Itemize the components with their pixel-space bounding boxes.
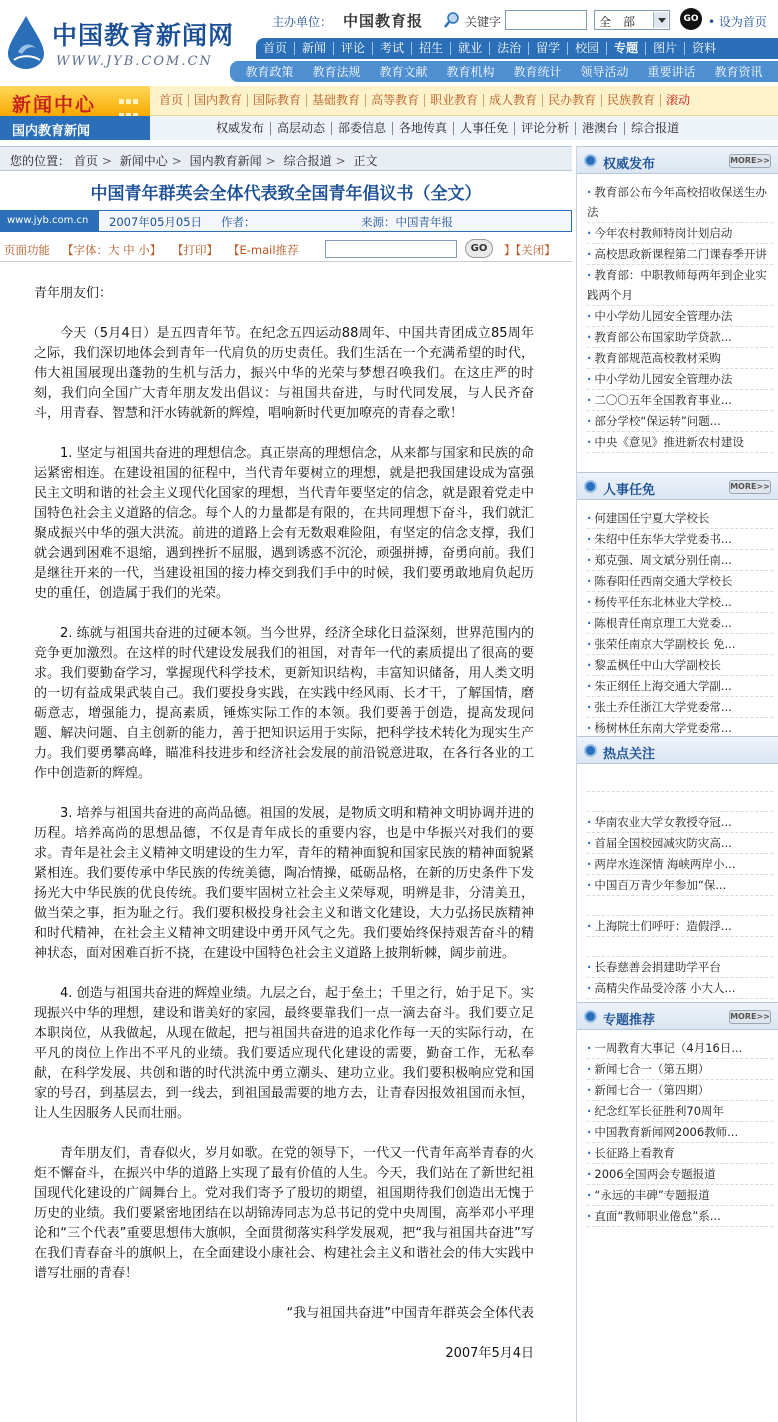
nav-item[interactable]: 留学 xyxy=(529,42,568,55)
email-go-button[interactable]: GO xyxy=(465,239,493,258)
meta-info xyxy=(99,211,571,231)
list-item[interactable]: · 中国教育新闻网2006教师... xyxy=(587,1122,773,1143)
sidebar-box-hot-topics xyxy=(577,736,778,1020)
close-link[interactable]: 】【关闭】 xyxy=(504,243,556,257)
keyword-input[interactable] xyxy=(505,10,587,30)
list-item[interactable]: · 杨传平任东北林业大学校... xyxy=(587,592,773,613)
list-item[interactable]: · 今年农村教师特岗计划启动 xyxy=(587,223,773,244)
nav-item[interactable]: 招生 xyxy=(412,42,451,55)
chevron-down-icon xyxy=(653,12,668,28)
list-item[interactable]: · 部分学校“保运转”问题... xyxy=(587,411,773,432)
primary-nav xyxy=(256,38,778,59)
list-item[interactable]: · 教育部规范高校教材采购 xyxy=(587,348,773,369)
subnav-item[interactable]: 教育资讯 xyxy=(714,65,763,79)
set-homepage-link[interactable]: • 设为首页 xyxy=(708,15,767,29)
bullet-icon xyxy=(584,1010,597,1023)
list-item[interactable]: · 上海院士们呼吁：造假浮... xyxy=(587,916,773,937)
article-author: 作者： xyxy=(221,215,256,229)
channel-subnav-item[interactable]: 评论分析 xyxy=(515,122,576,135)
channel-subnav-item[interactable]: 综合报道 xyxy=(631,120,680,135)
box-header xyxy=(577,146,778,174)
sidebar xyxy=(576,146,778,1422)
channel-nav-item[interactable]: 职业教育 xyxy=(425,94,484,107)
list-item[interactable]: · 张土乔任浙江大学党委常... xyxy=(587,697,773,718)
subnav-item[interactable]: 重要讲话 xyxy=(647,65,696,79)
channel-nav-item[interactable]: 成人教育 xyxy=(484,94,543,107)
host-name[interactable]: 中国教育报 xyxy=(343,12,424,30)
list-item[interactable]: · 纪念红军长征胜利70周年 xyxy=(587,1101,773,1122)
channel-nav-item[interactable]: 高等教育 xyxy=(366,94,425,107)
channel-bar xyxy=(0,86,778,140)
meta-site: www.jyb.com.cn xyxy=(1,211,99,231)
subnav-item[interactable]: 教育机构 xyxy=(446,65,495,79)
list-item[interactable]: · 二〇〇五年全国教育事业... xyxy=(587,390,773,411)
article-source: 来源：中国青年报 xyxy=(361,215,453,229)
main-column xyxy=(0,146,572,1422)
list-item[interactable]: · 首届全国校园减灾防灾高... xyxy=(587,833,773,854)
list-item-empty xyxy=(587,792,773,812)
nav-item[interactable]: 首页 xyxy=(256,42,295,55)
breadcrumb-item[interactable]: 综合报道 xyxy=(283,154,332,168)
list-item[interactable]: · 长春慈善会捐建助学平台 xyxy=(587,957,773,978)
box-header xyxy=(577,736,778,764)
article-paragraph: 青年朋友们，青春似火，岁月如歌。在党的领导下，一代又一代青年高举青春的火炬不懈奋斗，在振兴中华的道路上实现了最有价值的人生。今天，我们站在了新世纪祖国现代化建设的广阔舞台上。党对我们寄予了殷切的期望，祖国期待我们创造出无愧于历史的业绩。我们要紧密地团结在以胡锦涛同志为总书记的党中央周围，高举邓小平理论和“三个代表”重要思想伟大旗帜，全面贯彻落实科学发展观，把“我与祖国共奋进”写在我们青春奋斗的旗帜上，在全面建设小康社会、构建社会主义和谐社会的伟大实践中谱写壮丽的青春！ xyxy=(34,1146,534,1281)
channel-subtitle: 国内教育新闻 xyxy=(0,116,150,140)
list-item[interactable]: · “永远的丰碑”专题报道 xyxy=(587,1185,773,1206)
list-item-empty xyxy=(587,896,773,916)
channel-nav xyxy=(150,86,778,116)
article-title: 中国青年群英会全体代表致全国青年倡议书（全文） xyxy=(90,184,482,204)
box-title: 人事任免 xyxy=(603,483,656,498)
logo-english: WWW.JYB.COM.CN xyxy=(56,54,213,69)
list-item[interactable]: · 华南农业大学女教授夺冠... xyxy=(587,812,773,833)
channel-nav-item[interactable]: 国际教育 xyxy=(248,94,307,107)
channel-subnav-item[interactable]: 高层动态 xyxy=(271,122,332,135)
search-go-button[interactable]: GO xyxy=(680,8,702,30)
article-toolbar xyxy=(0,236,572,262)
subnav-item[interactable]: 教育统计 xyxy=(513,65,562,79)
list-item[interactable]: · 何建国任宁夏大学校长 xyxy=(587,508,773,529)
list-item[interactable]: · 直面“教师职业倦怠”系... xyxy=(587,1206,773,1227)
nav-item[interactable]: 新闻 xyxy=(295,42,334,55)
channel-subnav-item[interactable]: 部委信息 xyxy=(332,122,393,135)
list-item[interactable]: · 黎孟枫任中山大学副校长 xyxy=(587,655,773,676)
list-item[interactable]: · 长征路上看教育 xyxy=(587,1143,773,1164)
email-input[interactable] xyxy=(325,240,457,258)
list-item[interactable]: · 中国百万青少年参加“保... xyxy=(587,875,773,896)
channel-subnav-item[interactable]: 权威发布 xyxy=(210,122,271,135)
box-list xyxy=(577,764,778,1020)
more-button[interactable]: MORE>> xyxy=(729,154,771,168)
article-paragraph: 今天（5月4日）是五四青年节。在纪念五四运动88周年、中国共青团成立85周年之际，我们深切地体会到青年一代肩负的历史责任。我们生活在一个充满希望的时代，伟大祖国展现出蓬勃的生机与活力，振兴中华的光荣与梦想召唤我们。在这庄严的时刻，我们向全国广大青年朋友发出倡议：与祖国共奋进，与时代同发展，与人民齐奋斗，用青春、智慧和汗水铸就新的辉煌，唱响新时代更加嘹亮的青春之歌！ xyxy=(34,326,534,421)
breadcrumb: 您的位置： 首页 > 新闻中心 > 国内教育新闻 > 综合报道 > 正文 xyxy=(0,146,572,171)
article-date: 2007年05月05日 xyxy=(109,215,203,229)
list-item[interactable]: · 中小学幼儿园安全管理办法 xyxy=(587,369,773,390)
list-item[interactable]: · 新闻七合一（第四期） xyxy=(587,1080,773,1101)
channel-subnav xyxy=(150,116,778,140)
nav-item[interactable]: 图片 xyxy=(646,42,685,55)
article-meta xyxy=(0,210,572,232)
list-item[interactable]: · 高校思政新课程第二门课春季开讲 xyxy=(587,244,773,265)
box-list xyxy=(577,1030,778,1227)
sidebar-box-personnel xyxy=(577,472,778,739)
box-list xyxy=(577,174,778,453)
list-item[interactable]: · 张荣任南京大学副校长 免... xyxy=(587,634,773,655)
print-link[interactable]: 【打印】 xyxy=(172,243,218,257)
article-paragraph: 1. 坚定与祖国共奋进的理想信念。真正崇高的理想信念，从来都与国家和民族的命运紧密相连。在建设祖国的征程中，当代青年要树立的理想，就是把我国建设成为富强民主文明和谐的社会主义现代化国家的理想，当代青年要坚定的信念，就是跟着党走中国特色社会主义道路的信念。每个人的力量都是有限的，在共同理想下奋斗，我们就汇聚成振兴中华的强大洪流。前进的道路上会有无数艰难险阻，有坚定的信念支撑，我们就会遇到困难不退缩，遇到挫折不屈服，遇到诱惑不沉沦，顽强拼搏，奋勇向前。我们是继往开来的一代，当建设祖国的接力棒交到我们手中的时候，我们要勇敢地肩负起历史的重任，创造属于我们的光荣。 xyxy=(34,446,534,601)
subnav-item[interactable]: 教育政策 xyxy=(245,65,294,79)
nav-item[interactable]: 校园 xyxy=(568,42,607,55)
channel-nav-item[interactable]: 民办教育 xyxy=(543,94,602,107)
page-function-label: 页面功能 xyxy=(4,243,50,257)
article-paragraph: 2. 练就与祖国共奋进的过硬本领。当今世界，经济全球化日益深刻，世界范围内的竞争更加激烈。在这样的时代建设发展我们的祖国，对青年一代的素质提出了很高的要求。我们要勤奋学习，掌握现代科学技术，更新知识结构，丰富知识储备，用人类文明的一切有益成果武装自己。我们要投身实践，在实践中经风雨、长才干，了解国情，磨砺意志，增强能力，提高素质，锤炼实际工作的本领。我们要善于创造，提高发现问题、解决问题、自主创新的能力，善于把知识运用于实际，把科学技术转化为现实生产力。我们要勇攀高峰，瞄准科技进步和经济社会发展的前沿锐意进取，在各行各业的工作中创造新的辉煌。 xyxy=(34,626,534,781)
bullet-icon xyxy=(584,154,597,167)
channel-subnav-item[interactable]: 港澳台 xyxy=(576,122,625,135)
list-item[interactable]: · 朱正纲任上海交通大学副... xyxy=(587,676,773,697)
list-item[interactable]: · 中央《意见》推进新农村建设 xyxy=(587,432,773,453)
channel-nav-item[interactable]: 民族教育 xyxy=(602,94,661,107)
sidebar-box-authoritative xyxy=(577,146,778,453)
subnav-item[interactable]: 教育文献 xyxy=(379,65,428,79)
channel-nav-item[interactable]: 滚动 xyxy=(666,93,691,107)
list-item[interactable]: · 杨树林任东南大学党委常... xyxy=(587,718,773,739)
list-item-empty xyxy=(587,772,773,792)
article-sign-date: 2007年5月4日 xyxy=(445,1346,534,1361)
search-scope-value: 全 部 xyxy=(599,15,636,29)
breadcrumb-label: 您的位置： xyxy=(10,154,71,168)
host-label: 主办单位： xyxy=(272,15,333,29)
logo-chinese: 中国教育新闻网 xyxy=(52,21,235,50)
bullet-icon xyxy=(584,480,597,493)
list-item[interactable]: · 教育部公布国家助学贷款... xyxy=(587,327,773,348)
bullet-icon xyxy=(584,744,597,757)
nav-item[interactable]: 法治 xyxy=(490,42,529,55)
breadcrumb-item[interactable]: 首页 xyxy=(73,154,98,168)
more-button[interactable]: MORE>> xyxy=(729,1010,771,1024)
search-icon xyxy=(443,11,461,29)
nav-item[interactable]: 专题 xyxy=(607,42,646,55)
list-item[interactable]: · 教育部：中职教师每两年到企业实践两个月 xyxy=(587,265,773,306)
article-signature: “我与祖国共奋进”中国青年群英会全体代表 xyxy=(286,1306,534,1321)
channel-nav-item[interactable]: 首页 xyxy=(154,94,189,107)
site-logo[interactable] xyxy=(4,10,235,74)
nav-item[interactable]: 评论 xyxy=(334,42,373,55)
channel-nav-item[interactable]: 基础教育 xyxy=(307,94,366,107)
list-item[interactable]: · 教育部公布今年高校招收保送生办法 xyxy=(587,182,773,223)
box-title: 权威发布 xyxy=(603,157,656,172)
nav-item[interactable]: 资料 xyxy=(692,41,717,55)
subnav-item[interactable]: 领导活动 xyxy=(580,65,629,79)
sidebar-box-special-topics xyxy=(577,1002,778,1227)
box-header xyxy=(577,1002,778,1030)
logo-drop-icon xyxy=(6,14,46,70)
channel-subnav-item[interactable]: 各地传真 xyxy=(393,122,454,135)
decorative-dots-icon xyxy=(118,94,142,108)
list-item[interactable]: · 郑克强、周文斌分别任南... xyxy=(587,550,773,571)
font-size-links[interactable]: 【字体：大 中 小】 xyxy=(62,243,162,257)
list-item[interactable]: · 一周教育大事记（4月16日... xyxy=(587,1038,773,1059)
article-body xyxy=(34,284,534,1364)
list-item[interactable]: · 高精尖作品受冷落 小大人... xyxy=(587,978,773,999)
box-title: 热点关注 xyxy=(603,747,656,762)
article-paragraph: 4. 创造与祖国共奋进的辉煌业绩。九层之台，起于垒土；千里之行，始于足下。实现振兴中华的理想，建设和谐美好的家园，最终要靠我们一点一滴去奋斗。我们要立足本职岗位，从我做起，从现在做起，把与祖国共奋进的追求化作每一天的实际行动，在平凡的岗位上作出不平凡的业绩。我们要适应现代化建设的需要，勤奋工作，无私奉献，在科学发展、共创和谐的时代洪流中勇立潮头、建功立业。我们要积极响应党和国家的号召，到基层去，到一线去，到祖国最需要的地方去，让青春因报效祖国而永恒，让人生因服务人民而壮丽。 xyxy=(34,986,534,1121)
breadcrumb-item[interactable]: 国内教育新闻 xyxy=(189,154,262,168)
list-item[interactable]: · 陈根青任南京理工大党委... xyxy=(587,613,773,634)
box-header xyxy=(577,472,778,500)
subnav-item[interactable]: 教育法规 xyxy=(312,65,361,79)
email-recommend-label: 【E-mail推荐 xyxy=(228,243,299,257)
breadcrumb-item[interactable]: 新闻中心 xyxy=(119,154,168,168)
list-item[interactable]: · 朱绍中任东华大学党委书... xyxy=(587,529,773,550)
search-scope-select[interactable] xyxy=(594,10,670,30)
list-item[interactable]: · 新闻七合一（第五期） xyxy=(587,1059,773,1080)
list-item[interactable]: · 中小学幼儿园安全管理办法 xyxy=(587,306,773,327)
nav-item[interactable]: 就业 xyxy=(451,42,490,55)
nav-item[interactable]: 考试 xyxy=(373,42,412,55)
box-list xyxy=(577,500,778,739)
channel-title-block xyxy=(0,86,150,116)
list-item[interactable]: · 两岸水连深情 海峡两岸小... xyxy=(587,854,773,875)
channel-subnav-item[interactable]: 人事任免 xyxy=(454,122,515,135)
box-title: 专题推荐 xyxy=(603,1013,656,1028)
top-bar xyxy=(268,8,776,32)
breadcrumb-current: 正文 xyxy=(353,154,378,168)
keyword-label: 关键字 xyxy=(465,15,502,29)
list-item[interactable]: · 2006全国两会专题报道 xyxy=(587,1164,773,1185)
site-header xyxy=(0,0,778,82)
article-paragraph: 3. 培养与祖国共奋进的高尚品德。祖国的发展，是物质文明和精神文明协调并进的历程。培养高尚的思想品德，不仅是青年成长的重要内容，也是中华振兴对我们的要求。青年是社会主义精神文明建设的生力军，青年的精神面貌和国家民族的精神面貌紧紧相连。我们要传承中华民族的传统美德，陶冶情操，砥砺品格，在新的历史条件下发扬光大中华民族的优良传统。我们要牢固树立社会主义荣辱观，明辨是非，分清美丑，做当荣之事，拒为耻之行。我们要积极投身社会主义和谐文化建设，大力弘扬民族精神和时代精神，在社会主义精神文明建设中勇开风气之先。我们要始终保持艰苦奋斗的精神状态，面对困难百折不挠，在建设中国特色社会主义道路上披荆斩棘，阔步前进。 xyxy=(34,806,534,961)
list-item[interactable]: · 陈春阳任西南交通大学校长 xyxy=(587,571,773,592)
list-item-empty xyxy=(587,937,773,957)
article-greeting: 青年朋友们： xyxy=(34,286,113,301)
more-button[interactable]: MORE>> xyxy=(729,480,771,494)
channel-nav-item[interactable]: 国内教育 xyxy=(189,94,248,107)
channel-title: 新闻中心 xyxy=(12,94,97,116)
secondary-nav xyxy=(230,61,778,82)
